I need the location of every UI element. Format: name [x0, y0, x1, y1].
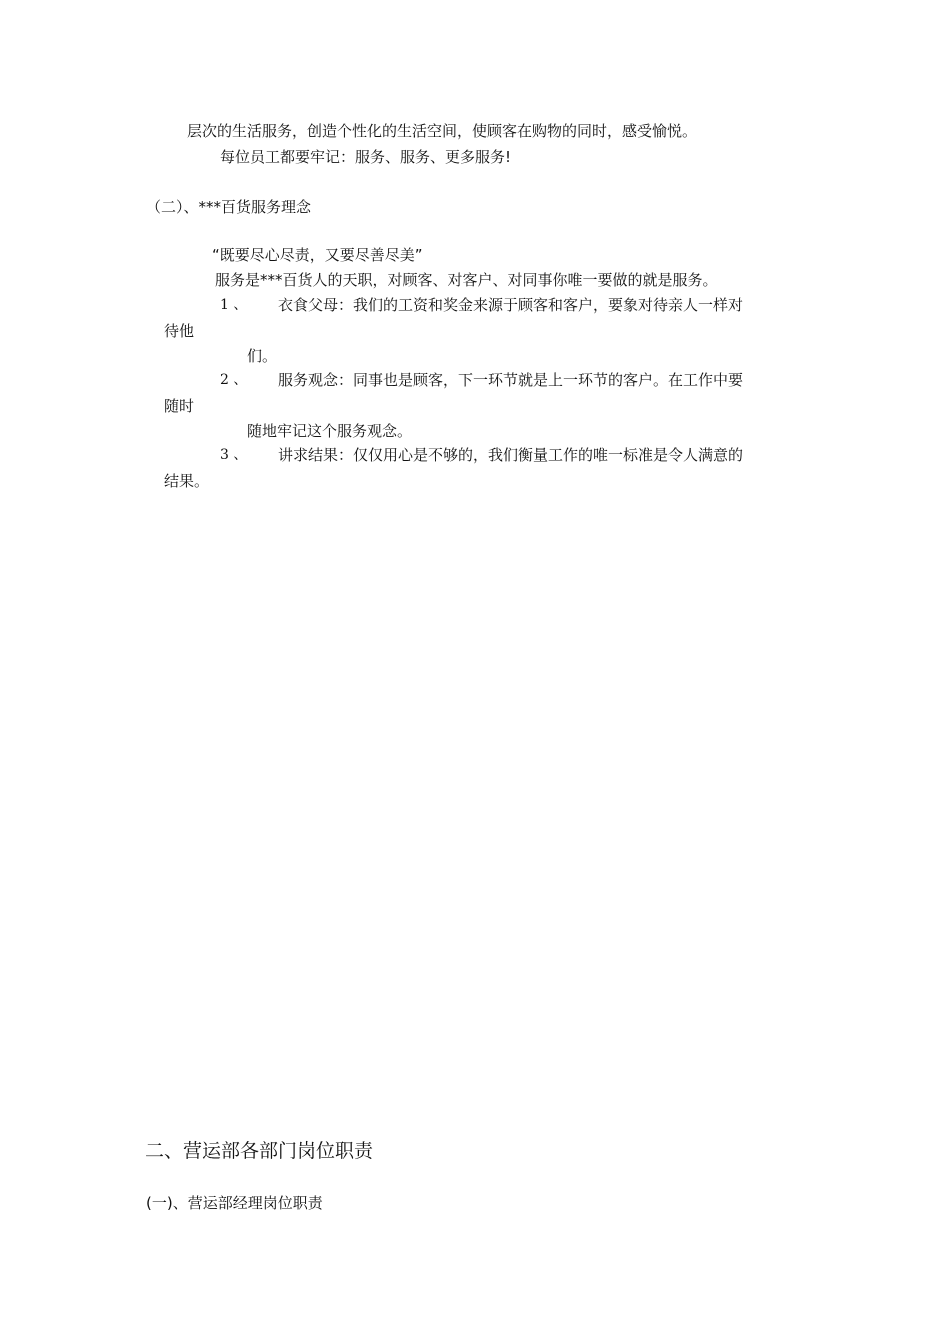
intro-line-1: 层次的生活服务，创造个性化的生活空间，使顾客在购物的同时，感受愉悦。 [187, 122, 698, 140]
motto: “既要尽心尽责，又要尽善尽美” [212, 246, 423, 264]
chapter-title: 二、营运部各部门岗位职责 [145, 1140, 374, 1162]
list-item-text: 衣食父母：我们的工资和奖金来源于顾客和客户，要象对待亲人一样对 [278, 296, 744, 314]
list-item-number: 1 、 [220, 297, 248, 313]
list-item-continuation: 们。 [247, 347, 278, 365]
list-item-wrap: 待他 [164, 322, 195, 340]
list-item-number: 3 、 [220, 447, 248, 463]
list-item-number: 2 、 [220, 372, 248, 388]
chapter-subheading: (一)、营运部经理岗位职责 [146, 1194, 323, 1212]
intro-line-2: 每位员工都要牢记：服务、服务、更多服务! [220, 148, 512, 166]
list-item-wrap: 结果。 [164, 472, 210, 490]
section-heading: （二）、***百货服务理念 [146, 198, 312, 216]
service-statement: 服务是***百货人的天职，对顾客、对客户、对同事你唯一要做的就是服务。 [215, 271, 718, 289]
list-item-continuation: 随地牢记这个服务观念。 [247, 422, 413, 440]
list-item-text: 讲求结果：仅仅用心是不够的，我们衡量工作的唯一标准是令人满意的 [278, 446, 744, 464]
list-item-wrap: 随时 [164, 397, 195, 415]
list-item-text: 服务观念：同事也是顾客，下一环节就是上一环节的客户。在工作中要 [278, 371, 744, 389]
